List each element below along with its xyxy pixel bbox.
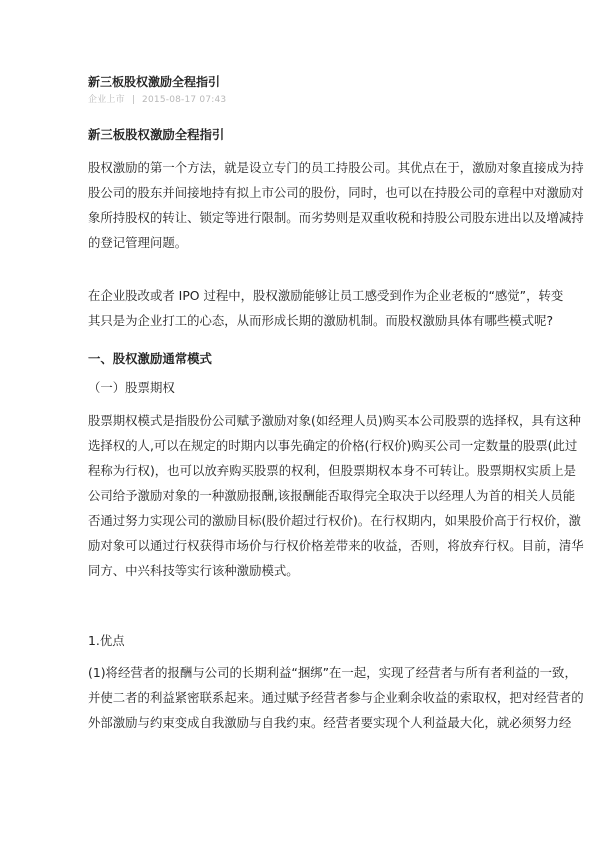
text-line: 象所持股权的转让、锁定等进行限制。而劣势则是双重收税和持股公司股东进出以及增减持 bbox=[88, 210, 584, 225]
article-source: 企业上市 bbox=[88, 95, 125, 105]
paragraph-2 bbox=[88, 283, 564, 333]
meta-separator: | bbox=[131, 95, 136, 105]
content-heading: 新三板股权激励全程指引 bbox=[88, 127, 225, 142]
text-line: 在企业股改或者 IPO 过程中，股权激励能够让员工感受到作为企业老板的“感觉”，转变 bbox=[88, 288, 564, 303]
text-line: 的登记管理问题。 bbox=[88, 235, 188, 250]
text-line: 选择权的人,可以在规定的时期内以事先确定的价格(行权价)购买公司一定数量的股票(此过 bbox=[88, 438, 578, 453]
article-meta bbox=[88, 92, 226, 105]
paragraph-3 bbox=[88, 408, 584, 583]
section-heading: 一、股权激励通常模式 bbox=[88, 351, 212, 366]
text-line: 同方、中兴科技等实行该种激励模式。 bbox=[88, 563, 299, 578]
article-date: 2015-08-17 07:43 bbox=[142, 95, 227, 105]
text-line: 股票期权模式是指股份公司赋予激励对象(如经理人员)购买本公司股票的选择权，具有这种 bbox=[88, 413, 581, 428]
point-heading: 1.优点 bbox=[88, 633, 125, 648]
paragraph-1 bbox=[88, 155, 584, 255]
paragraph-4 bbox=[88, 660, 584, 735]
text-line: 程称为行权)，也可以放弃购买股票的权利，但股票期权本身不可转让。股票期权实质上是 bbox=[88, 463, 577, 478]
text-line: 并使二者的利益紧密联系起来。通过赋予经营者参与企业剩余收益的索取权，把对经营者的 bbox=[88, 690, 584, 705]
text-line: 股公司的股东并间接地持有拟上市公司的股份，同时，也可以在持股公司的章程中对激励对 bbox=[88, 185, 584, 200]
text-line: (1)将经营者的报酬与公司的长期利益“捆绑”在一起，实现了经营者与所有者利益的一致， bbox=[88, 665, 577, 680]
text-line: 励对象可以通过行权获得市场价与行权价格差带来的收益，否则，将放弃行权。目前，清华 bbox=[88, 538, 584, 553]
text-line: 公司给予激励对象的一种激励报酬,该报酬能否取得完全取决于以经理人为首的相关人员能 bbox=[88, 488, 576, 503]
text-line: 否通过努力实现公司的激励目标(股价超过行权价)。在行权期内，如果股价高于行权价，激 bbox=[88, 513, 581, 528]
text-line: 股权激励的第一个方法，就是设立专门的员工持股公司。其优点在于，激励对象直接成为持 bbox=[88, 160, 584, 175]
text-line: 外部激励与约束变成自我激励与自我约束。经营者要实现个人利益最大化，就必须努力经 bbox=[88, 715, 572, 730]
article-title: 新三板股权激励全程指引 bbox=[88, 75, 221, 89]
text-line: 其只是为企业打工的心态，从而形成长期的激励机制。而股权激励具体有哪些模式呢? bbox=[88, 313, 554, 328]
subsection-heading: （一）股票期权 bbox=[88, 380, 175, 395]
